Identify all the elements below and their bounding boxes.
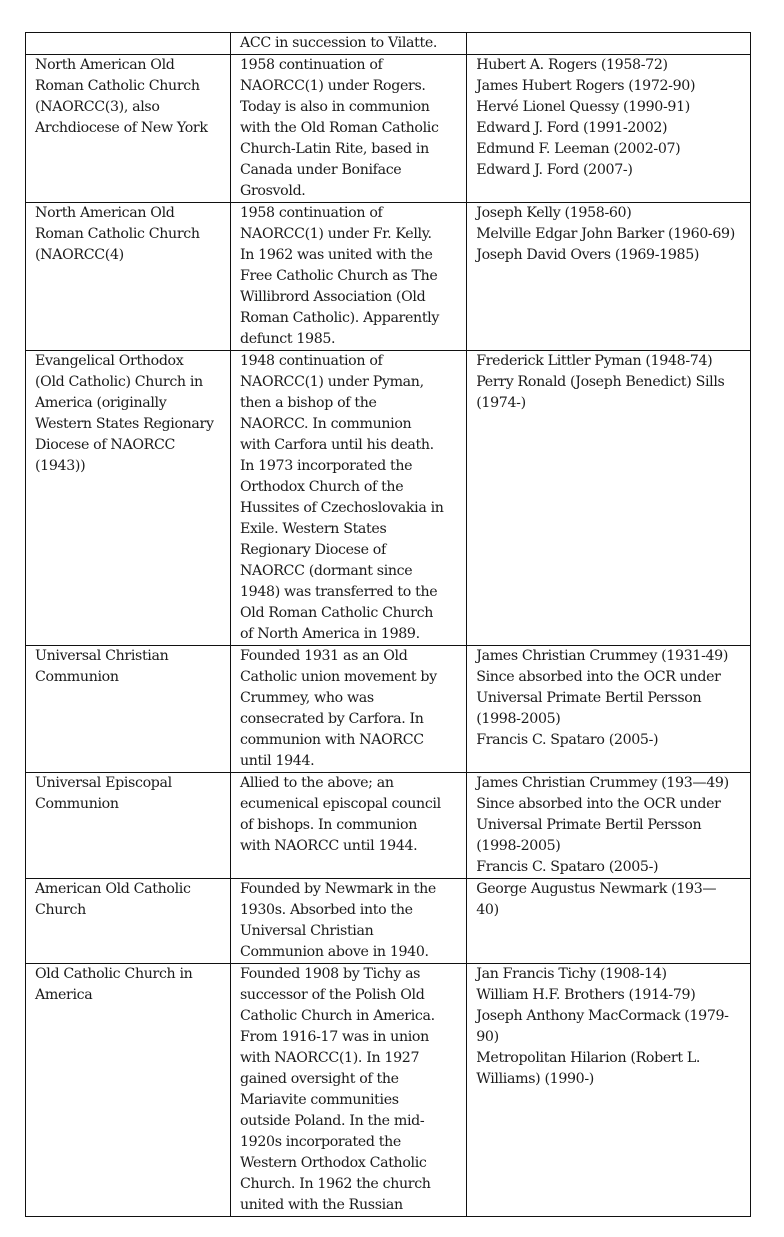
cell-text-line: defunct 1985. bbox=[239, 331, 336, 347]
cell-text-line: 1930s. Absorbed into the bbox=[239, 902, 413, 918]
cell-text-line: 1958 continuation of bbox=[239, 57, 383, 73]
cell-text-line: NAORCC (dormant since bbox=[239, 563, 413, 579]
description-cell bbox=[230, 879, 466, 964]
cell-text-line: James Hubert Rogers (1972-90) bbox=[476, 78, 696, 94]
cell-text-line: communion with NAORCC bbox=[239, 732, 424, 748]
cell-text-line: Crummey, who was bbox=[239, 690, 374, 706]
cell-text-line: Edmund F. Leeman (2002-07) bbox=[476, 141, 681, 157]
cell-text-line: Hussites of Czechoslovakia in bbox=[239, 500, 444, 516]
description-cell bbox=[230, 33, 466, 55]
cell-text-line: Evangelical Orthodox bbox=[35, 353, 184, 369]
cell-text-line: American Old Catholic bbox=[35, 881, 191, 897]
cell-text-line: 40) bbox=[476, 902, 499, 918]
bishops-cell bbox=[467, 351, 751, 646]
cell-text-line: Perry Ronald (Joseph Benedict) Sills bbox=[476, 374, 725, 390]
cell-text-line: then a bishop of the bbox=[239, 395, 377, 411]
cell-text-line: Joseph Kelly (1958-60) bbox=[476, 205, 632, 221]
cell-text-line: Williams) (1990-) bbox=[476, 1071, 594, 1087]
cell-text-line: NAORCC(1) under Fr. Kelly. bbox=[239, 226, 432, 242]
cell-text-line: Western Orthodox Catholic bbox=[239, 1155, 427, 1171]
cell-text-line: Melville Edgar John Barker (1960-69) bbox=[476, 226, 735, 242]
description-cell bbox=[230, 351, 466, 646]
cell-text-line: 1958 continuation of bbox=[239, 205, 383, 221]
cell-text-line: (NAORCC(4) bbox=[35, 247, 124, 263]
cell-text-line: of North America in 1989. bbox=[239, 626, 420, 642]
cell-text-line: 1920s incorporated the bbox=[239, 1134, 401, 1150]
cell-text-line: ecumenical episcopal council bbox=[239, 796, 441, 812]
cell-text-line: Francis C. Spataro (2005-) bbox=[476, 732, 659, 748]
cell-text-line: with NAORCC(1). In 1927 bbox=[239, 1050, 420, 1066]
table-row bbox=[26, 351, 751, 646]
cell-text-line: Jan Francis Tichy (1908-14) bbox=[476, 966, 667, 982]
cell-text-line: Mariavite communities bbox=[239, 1092, 399, 1108]
cell-text-line: Archdiocese of New York bbox=[35, 120, 208, 136]
cell-text-line: James Christian Crummey (193—49) bbox=[476, 775, 729, 791]
cell-text-line: Metropolitan Hilarion (Robert L. bbox=[476, 1050, 701, 1066]
cell-text-line: Universal Primate Bertil Persson bbox=[476, 690, 702, 706]
table-row bbox=[26, 964, 751, 1217]
cell-text-line: Frederick Littler Pyman (1948-74) bbox=[476, 353, 713, 369]
cell-text-line: (Old Catholic) Church in bbox=[35, 374, 203, 390]
cell-text-line: (1998-2005) bbox=[476, 711, 561, 727]
cell-text-line: Roman Catholic Church bbox=[35, 78, 200, 94]
cell-text-line: Universal Christian bbox=[35, 648, 169, 664]
cell-text-line: From 1916-17 was in union bbox=[239, 1029, 429, 1045]
cell-text-line: Catholic Church in America. bbox=[239, 1008, 435, 1024]
cell-text-line: Regionary Diocese of bbox=[239, 542, 386, 558]
table-row bbox=[26, 203, 751, 351]
cell-text-line: Founded 1908 by Tichy as bbox=[239, 966, 421, 982]
cell-text-line: Free Catholic Church as The bbox=[239, 268, 438, 284]
cell-text-line: William H.F. Brothers (1914-79) bbox=[476, 987, 696, 1003]
cell-text-line: Hervé Lionel Quessy (1990-91) bbox=[476, 99, 690, 115]
description-cell bbox=[230, 964, 466, 1217]
cell-text-line: Canada under Boniface bbox=[239, 162, 402, 178]
cell-text-line: united with the Russian bbox=[239, 1197, 403, 1213]
cell-text-line: Catholic union movement by bbox=[239, 669, 437, 685]
cell-text-line: Hubert A. Rogers (1958-72) bbox=[476, 57, 668, 73]
bishops-cell bbox=[467, 773, 751, 879]
cell-text-line: (NAORCC(3), also bbox=[35, 99, 160, 115]
cell-text-line: gained oversight of the bbox=[239, 1071, 399, 1087]
cell-text-line: Since absorbed into the OCR under bbox=[476, 796, 721, 812]
description-cell bbox=[230, 203, 466, 351]
description-cell bbox=[230, 773, 466, 879]
cell-text-line: North American Old bbox=[35, 205, 175, 221]
cell-text-line: Communion bbox=[35, 796, 119, 812]
description-cell bbox=[230, 55, 466, 203]
bishops-cell bbox=[467, 646, 751, 773]
cell-text-line: with NAORCC until 1944. bbox=[239, 838, 418, 854]
church-name-cell bbox=[26, 203, 231, 351]
table-body bbox=[26, 33, 751, 1217]
table-row bbox=[26, 879, 751, 964]
cell-text-line: James Christian Crummey (1931-49) bbox=[476, 648, 729, 664]
cell-text-line: In 1973 incorporated the bbox=[239, 458, 413, 474]
cell-text-line: Church-Latin Rite, based in bbox=[239, 141, 429, 157]
cell-text-line: Today is also in communion bbox=[239, 99, 430, 115]
cell-text-line: Old Roman Catholic Church bbox=[239, 605, 433, 621]
cell-text-line: Universal Christian bbox=[239, 923, 374, 939]
cell-text-line: Orthodox Church of the bbox=[239, 479, 404, 495]
cell-text-line: Church bbox=[35, 902, 86, 918]
cell-text-line: Joseph Anthony MacCormack (1979- bbox=[476, 1008, 729, 1024]
cell-text-line: In 1962 was united with the bbox=[239, 247, 433, 263]
cell-text-line: George Augustus Newmark (193— bbox=[476, 881, 717, 897]
cell-text-line: Joseph David Overs (1969-1985) bbox=[476, 247, 700, 263]
church-name-cell bbox=[26, 33, 231, 55]
cell-text-line: Old Catholic Church in bbox=[35, 966, 193, 982]
cell-text-line: with Carfora until his death. bbox=[239, 437, 434, 453]
cell-text-line: Communion above in 1940. bbox=[239, 944, 429, 960]
cell-text-line: Allied to the above; an bbox=[239, 775, 394, 791]
cell-text-line: Grosvold. bbox=[239, 183, 306, 199]
cell-text-line: Founded 1931 as an Old bbox=[239, 648, 408, 664]
bishops-cell bbox=[467, 55, 751, 203]
church-succession-table bbox=[25, 32, 751, 1217]
cell-text-line: America bbox=[35, 987, 93, 1003]
cell-text-line: Universal Primate Bertil Persson bbox=[476, 817, 702, 833]
cell-text-line: Edward J. Ford (2007-) bbox=[476, 162, 633, 178]
bishops-cell bbox=[467, 879, 751, 964]
church-name-cell bbox=[26, 773, 231, 879]
church-name-cell bbox=[26, 964, 231, 1217]
cell-text-line: Communion bbox=[35, 669, 119, 685]
cell-text-line: North American Old bbox=[35, 57, 175, 73]
cell-text-line: Exile. Western States bbox=[239, 521, 387, 537]
cell-text-line: Diocese of NAORCC bbox=[35, 437, 176, 453]
cell-text-line: Western States Regionary bbox=[35, 416, 214, 432]
cell-text-line: NAORCC(1) under Rogers. bbox=[239, 78, 426, 94]
church-name-cell bbox=[26, 351, 231, 646]
table-row bbox=[26, 55, 751, 203]
table-row bbox=[26, 646, 751, 773]
cell-text-line: Francis C. Spataro (2005-) bbox=[476, 859, 659, 875]
church-name-cell bbox=[26, 646, 231, 773]
cell-text-line: with the Old Roman Catholic bbox=[239, 120, 439, 136]
cell-text-line: NAORCC. In communion bbox=[239, 416, 412, 432]
cell-text-line: NAORCC(1) under Pyman, bbox=[239, 374, 424, 390]
cell-text-line: Roman Catholic). Apparently bbox=[239, 310, 440, 326]
cell-text-line: (1943)) bbox=[35, 458, 86, 474]
cell-text-line: 1948 continuation of bbox=[239, 353, 383, 369]
cell-text-line: Founded by Newmark in the bbox=[239, 881, 436, 897]
cell-text-line: America (originally bbox=[35, 395, 167, 411]
cell-text-line: outside Poland. In the mid- bbox=[239, 1113, 425, 1129]
table-row bbox=[26, 773, 751, 879]
bishops-cell bbox=[467, 33, 751, 55]
bishops-cell bbox=[467, 964, 751, 1217]
description-cell bbox=[230, 646, 466, 773]
table-row bbox=[26, 33, 751, 55]
cell-text-line: (1974-) bbox=[476, 395, 526, 411]
cell-text-line: successor of the Polish Old bbox=[239, 987, 425, 1003]
cell-text-line: Church. In 1962 the church bbox=[239, 1176, 431, 1192]
cell-text-line: of bishops. In communion bbox=[239, 817, 417, 833]
church-name-cell bbox=[26, 879, 231, 964]
cell-text-line: consecrated by Carfora. In bbox=[239, 711, 424, 727]
cell-text-line: Edward J. Ford (1991-2002) bbox=[476, 120, 668, 136]
cell-text-line: Roman Catholic Church bbox=[35, 226, 200, 242]
cell-text-line: 90) bbox=[476, 1029, 499, 1045]
cell-text-line: ACC in succession to Vilatte. bbox=[239, 35, 438, 51]
cell-text-line: Universal Episcopal bbox=[35, 775, 172, 791]
cell-text-line: Since absorbed into the OCR under bbox=[476, 669, 721, 685]
cell-text-line: (1998-2005) bbox=[476, 838, 561, 854]
cell-text-line: until 1944. bbox=[239, 753, 315, 769]
cell-text-line: 1948) was transferred to the bbox=[239, 584, 438, 600]
church-name-cell bbox=[26, 55, 231, 203]
cell-text-line: Willibrord Association (Old bbox=[239, 289, 426, 305]
bishops-cell bbox=[467, 203, 751, 351]
